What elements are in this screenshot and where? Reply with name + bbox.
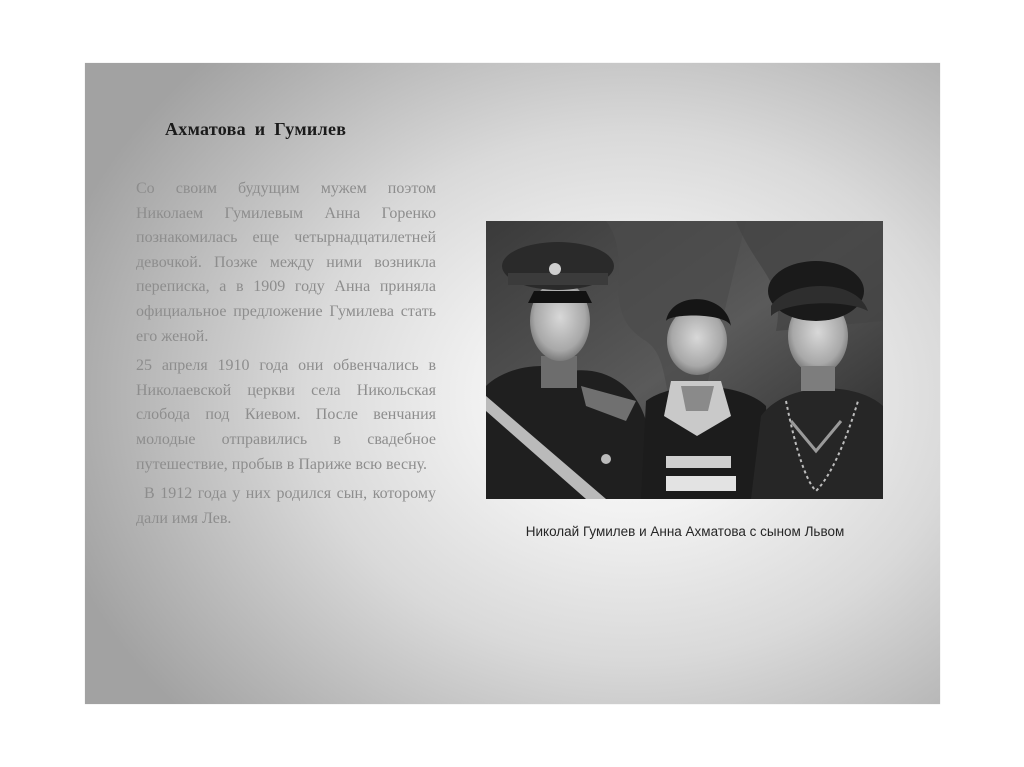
family-photo: [486, 221, 883, 499]
paragraph-2: 25 апреля 1910 года они обвенчались в Николаевской церкви села Никольская слобода под Киевом. После венчания молодые отправились в свадебное путешествие, пробыв в Париже всю весну.: [136, 357, 436, 473]
slide-title: Ахматова и Гумилев: [165, 119, 347, 139]
slide: [85, 63, 940, 704]
body-text: [136, 177, 436, 536]
paragraph-1: Со своим будущим мужем поэтом Николаем Гумилевым Анна Горенко познакомилась еще четырнадцатилетней девочкой. Позже между ними возникла переписка, а в 1909 году Анна приняла официальное предложение Гумилева стать его женой.: [136, 180, 436, 345]
paragraph-3: В 1912 года у них родился сын, которому дали имя Лев.: [136, 485, 436, 527]
photo-caption: Николай Гумилев и Анна Ахматова с сыном Львом: [525, 524, 845, 539]
